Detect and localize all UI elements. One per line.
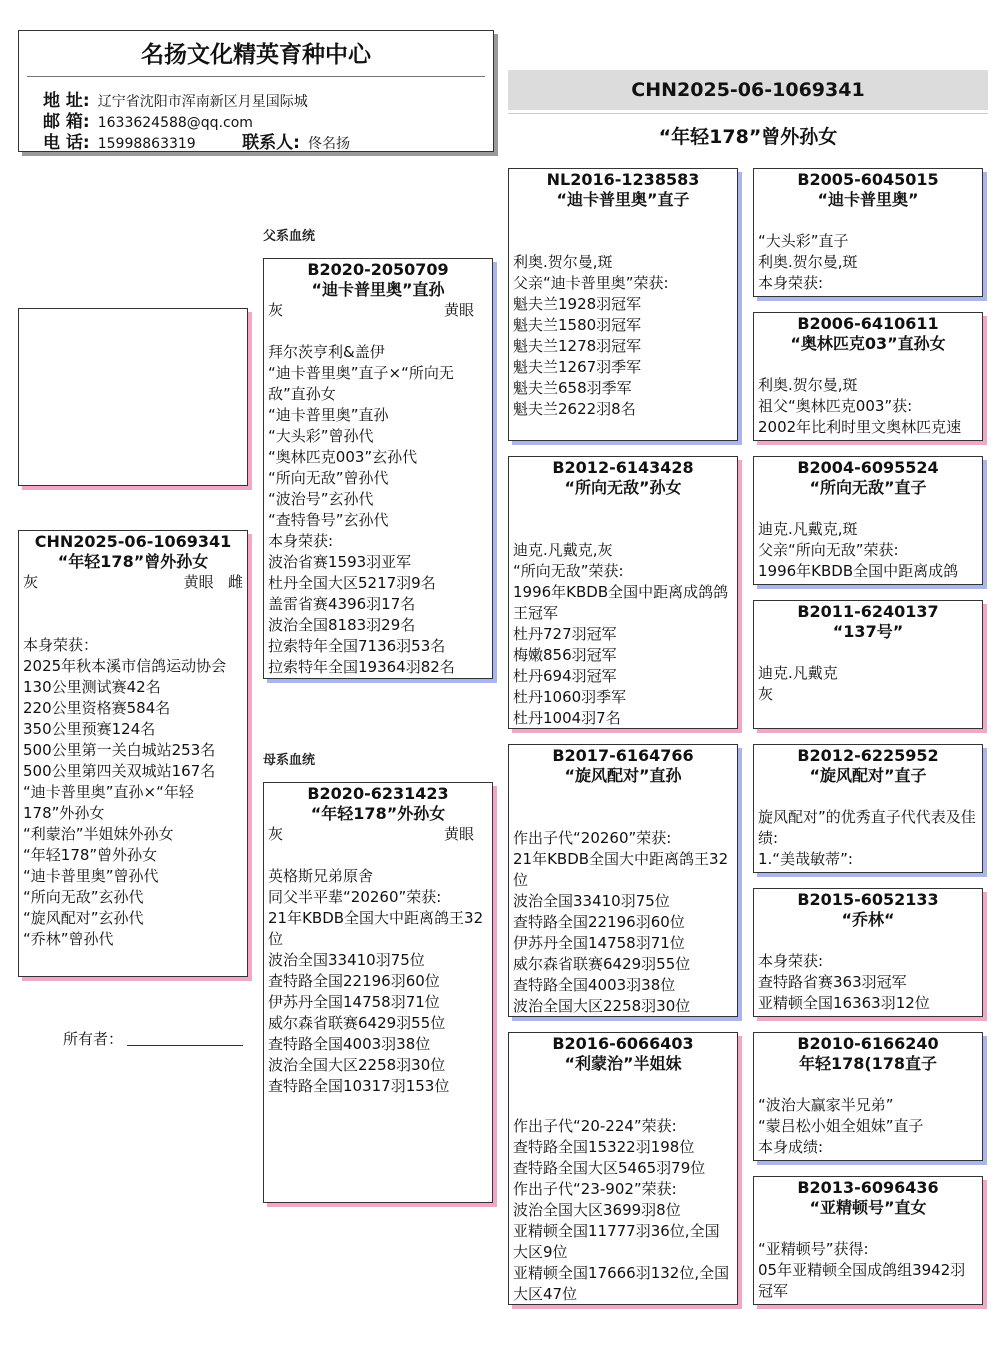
great-grandparent-card bbox=[753, 888, 983, 1017]
owner-line bbox=[127, 1045, 243, 1046]
text-line: 杜丹727羽冠军 bbox=[513, 625, 617, 643]
text-line: “旋风配对”玄孙代 bbox=[23, 909, 144, 927]
text-line: 波治全国8183羽29名 bbox=[268, 616, 416, 634]
subject-eye: 黄眼 bbox=[183, 573, 214, 591]
text-line bbox=[758, 1218, 978, 1239]
text-line: 杜丹1004羽7名 bbox=[513, 709, 621, 727]
text-line: “波治大赢家半兄弟” bbox=[758, 1096, 894, 1114]
text-line: 亚精顿全国16363羽12位 bbox=[758, 994, 930, 1012]
grandparent-card bbox=[508, 168, 738, 441]
text-line: 作出子代“20260”荣获: bbox=[513, 829, 672, 847]
paternal-label: 父系血统 bbox=[263, 229, 316, 244]
text-line: 魁夫兰1928羽冠军 bbox=[513, 295, 642, 313]
great-grandparent-lines bbox=[754, 210, 982, 294]
sire-ring: B2020-2050709 bbox=[307, 260, 449, 279]
text-line: 迪克.凡戴克 bbox=[758, 664, 838, 682]
sire-meta bbox=[264, 300, 492, 321]
text-line: 迪克.凡戴克,斑 bbox=[758, 520, 858, 538]
text-line: 魁夫兰1580羽冠军 bbox=[513, 316, 642, 334]
text-line: 本身荣获： bbox=[23, 636, 99, 654]
grandparent-name: “所向无敌”孙女 bbox=[564, 478, 682, 497]
subject-card bbox=[18, 530, 248, 977]
text-line: “迪卡普里奥”直孙×“年轻178”外孙女 bbox=[23, 783, 194, 822]
sire-card bbox=[263, 258, 493, 679]
text-line: “所向无敌”荣获: bbox=[513, 562, 624, 580]
text-line: 本身荣获: bbox=[758, 952, 824, 970]
text-line: 本身成绩: bbox=[758, 1138, 824, 1156]
text-line: “波治号”玄孙代 bbox=[268, 490, 374, 508]
text-line: 亚精顿全国17666羽132位,全国大区47位 bbox=[513, 1264, 730, 1303]
great-grandparent-ring: B2015-6052133 bbox=[797, 890, 939, 909]
grandparent-name: “旋风配对”直孙 bbox=[564, 766, 682, 785]
great-grandparent-name: “旋风配对”直子 bbox=[809, 766, 927, 785]
text-line bbox=[513, 231, 733, 252]
text-line: 本身荣获: bbox=[268, 532, 334, 550]
dam-card bbox=[263, 782, 493, 1203]
text-line bbox=[758, 786, 978, 807]
text-line bbox=[758, 642, 978, 663]
contact-value: 佟名扬 bbox=[307, 136, 350, 152]
great-grandparent-card bbox=[753, 168, 983, 297]
subject-color: 灰 bbox=[23, 573, 39, 591]
text-line bbox=[758, 210, 978, 231]
text-line: 1996年KBDB全国中距离成鸽 bbox=[758, 562, 959, 580]
great-grandparent-ring: B2011-6240137 bbox=[797, 602, 939, 621]
text-line: 查特路全国22196羽60位 bbox=[513, 913, 685, 931]
text-line: 2002年比利时里文奥林匹克速 bbox=[758, 418, 962, 436]
text-line: 500公里第四关双城站167名 bbox=[23, 762, 216, 780]
great-grandparent-ring: B2005-6045015 bbox=[797, 170, 939, 189]
breeder-info-card bbox=[18, 30, 494, 152]
owner-label: 所有者： bbox=[63, 1030, 124, 1048]
text-line bbox=[513, 786, 733, 807]
text-line: 作出子代“23-902”荣获: bbox=[513, 1180, 677, 1198]
great-grandparent-name: “乔林“ bbox=[841, 910, 895, 929]
text-line: 21年KBDB全国大中距离鸽王32位 bbox=[268, 909, 484, 948]
great-grandparent-ring: B2012-6225952 bbox=[797, 746, 939, 765]
text-line: 查特路省赛363羽冠军 bbox=[758, 973, 907, 991]
text-line: 波治全国大区3699羽8位 bbox=[513, 1201, 681, 1219]
text-line: 2025年秋本溪市信鸽运动协会 bbox=[23, 657, 227, 675]
great-grandparent-card bbox=[753, 312, 983, 441]
text-line: 05年亚精顿全国成鸽组3942羽冠军 bbox=[758, 1261, 966, 1300]
great-grandparent-ring: B2010-6166240 bbox=[797, 1034, 939, 1053]
email-value: 1633624588@qq.com bbox=[97, 115, 253, 131]
text-line: 本身荣获: bbox=[758, 274, 824, 292]
text-line: 迪克.凡戴克,灰 bbox=[513, 541, 613, 559]
text-line: 梅嫩856羽冠军 bbox=[513, 646, 617, 664]
text-line bbox=[513, 807, 733, 828]
sire-color: 灰 bbox=[268, 301, 284, 319]
text-line: 魁夫兰1278羽冠军 bbox=[513, 337, 642, 355]
subject-meta bbox=[19, 572, 247, 593]
great-grandparent-lines bbox=[754, 1218, 982, 1302]
great-grandparent-lines bbox=[754, 354, 982, 438]
great-grandparent-lines bbox=[754, 1074, 982, 1158]
grandparent-ring: NL2016-1238583 bbox=[546, 170, 700, 189]
text-line: 500公里第一关白城站253名 bbox=[23, 741, 216, 759]
text-line bbox=[513, 1074, 733, 1095]
text-line: 220公里资格赛584名 bbox=[23, 699, 171, 717]
sire-name: “迪卡普里奥”直孙 bbox=[311, 280, 445, 299]
text-line bbox=[758, 354, 978, 375]
text-line: “迪卡普里奥”直子×“所向无敌”直孙女 bbox=[268, 364, 454, 403]
sire-lines bbox=[264, 321, 492, 678]
breeder-title: 名扬文化精英育种中心 bbox=[141, 42, 371, 68]
subject-ring: CHN2025-06-1069341 bbox=[34, 532, 232, 551]
dam-name: “年轻178”外孙女 bbox=[310, 804, 446, 823]
grandparent-ring: B2016-6066403 bbox=[552, 1034, 694, 1053]
address-value: 辽宁省沈阳市浑南新区月星国际城 bbox=[97, 94, 308, 110]
grandparent-lines bbox=[509, 210, 737, 420]
text-line: 波治全国大区2258羽30位 bbox=[513, 997, 691, 1015]
text-line: “所向无敌”玄孙代 bbox=[23, 888, 144, 906]
phone-row bbox=[43, 128, 350, 152]
text-line bbox=[268, 321, 488, 342]
text-line: 350公里预赛124名 bbox=[23, 720, 156, 738]
text-line: 同父半平辈“20260”荣获: bbox=[268, 888, 442, 906]
text-line bbox=[513, 210, 733, 231]
great-grandparent-card bbox=[753, 600, 983, 729]
text-line: 杜丹1060羽季军 bbox=[513, 688, 627, 706]
subject-title: “年轻178”曾外孙女 bbox=[658, 126, 838, 148]
grandparent-ring: B2017-6164766 bbox=[552, 746, 694, 765]
text-line: 杜丹694羽冠军 bbox=[513, 667, 617, 685]
text-line: “亚精顿号”获得: bbox=[758, 1240, 869, 1258]
dam-color: 灰 bbox=[268, 825, 284, 843]
address-label: 地 址: bbox=[43, 91, 90, 111]
great-grandparent-name: “迪卡普里奥” bbox=[817, 190, 919, 209]
great-grandparent-ring: B2004-6095524 bbox=[797, 458, 939, 477]
maternal-label: 母系血统 bbox=[263, 753, 316, 768]
text-line: 灰 bbox=[758, 685, 774, 703]
text-line bbox=[758, 498, 978, 519]
text-line: 作出子代“20-224”荣获: bbox=[513, 1117, 677, 1135]
great-grandparent-card bbox=[753, 744, 983, 873]
dam-lines bbox=[264, 845, 492, 1097]
great-grandparent-name: 年轻178(178直子 bbox=[798, 1054, 938, 1073]
text-line: 波治全国33410羽75位 bbox=[513, 892, 670, 910]
dam-meta bbox=[264, 824, 492, 845]
great-grandparent-name: “137号” bbox=[832, 622, 904, 641]
text-line: 伊苏丹全国14758羽71位 bbox=[268, 993, 440, 1011]
text-line: 旋风配对”的优秀直子代代表及佳绩: bbox=[758, 808, 976, 847]
text-line: “年轻178”曾外孙女 bbox=[23, 846, 158, 864]
text-line: “迪卡普里奥”曾孙代 bbox=[23, 867, 159, 885]
grandparent-name: “利蒙治”半姐妹 bbox=[564, 1054, 682, 1073]
text-line: 查特路全国大区5465羽79位 bbox=[513, 1159, 706, 1177]
text-line: 130公里测试赛42名 bbox=[23, 678, 161, 696]
text-line: 21年KBDB全国大中距离鸽王32位 bbox=[513, 850, 729, 889]
text-line: 拜尔茨亨利&盖伊 bbox=[268, 343, 385, 361]
sire-eye: 黄眼 bbox=[443, 301, 474, 319]
text-line: 查特路全国4003羽38位 bbox=[268, 1035, 431, 1053]
text-line: “蒙吕松小姐全姐妹”直子 bbox=[758, 1117, 924, 1135]
text-line: 查特路全国15322羽198位 bbox=[513, 1138, 695, 1156]
text-line: 英格斯兄弟原舍 bbox=[268, 867, 374, 885]
text-line bbox=[758, 930, 978, 951]
text-line: 祖父“奥林匹克003”获: bbox=[758, 397, 913, 415]
text-line: 魁夫兰658羽季军 bbox=[513, 379, 632, 397]
great-grandparent-name: “亚精顿号”直女 bbox=[809, 1198, 927, 1217]
great-grandparent-lines bbox=[754, 930, 982, 1014]
dam-eye: 黄眼 bbox=[443, 825, 474, 843]
text-line bbox=[513, 1095, 733, 1116]
text-line: “迪卡普里奥”直孙 bbox=[268, 406, 389, 424]
grandparent-lines bbox=[509, 786, 737, 1017]
photo-placeholder bbox=[18, 308, 248, 486]
great-grandparent-name: “奥林匹克03”直孙女 bbox=[790, 334, 946, 353]
phone-value: 15998863319 bbox=[97, 136, 196, 152]
grandparent-lines bbox=[509, 498, 737, 729]
banner-divider bbox=[508, 113, 988, 114]
header-divider bbox=[27, 76, 485, 77]
ring-banner: CHN2025-06-1069341 bbox=[508, 70, 988, 110]
grandparent-card bbox=[508, 456, 738, 729]
great-grandparent-card bbox=[753, 456, 983, 585]
text-line: 利奥.贺尔曼,斑 bbox=[758, 253, 858, 271]
subject-lines bbox=[19, 635, 247, 950]
email-label: 邮 箱: bbox=[43, 112, 90, 132]
contact-label: 联系人: bbox=[242, 133, 300, 152]
text-line: 1.“美哉敏蒂”: bbox=[758, 850, 853, 868]
text-line: 亚精顿全国11777羽36位,全国大区9位 bbox=[513, 1222, 720, 1261]
text-line: “大头彩”直子 bbox=[758, 232, 849, 250]
text-line: 波治全国大区2258羽30位 bbox=[268, 1056, 446, 1074]
great-grandparent-card bbox=[753, 1032, 983, 1161]
subject-name: “年轻178”曾外孙女 bbox=[57, 552, 209, 571]
text-line bbox=[758, 1074, 978, 1095]
grandparent-name: “迪卡普里奥”直子 bbox=[556, 190, 690, 209]
text-line: 查特路全国22196羽60位 bbox=[268, 972, 440, 990]
great-grandparent-name: “所向无敌”直子 bbox=[809, 478, 927, 497]
text-line: “查特鲁号”玄孙代 bbox=[268, 511, 389, 529]
text-line: “大头彩”曾孙代 bbox=[268, 427, 374, 445]
text-line: 魁夫兰2622羽8名 bbox=[513, 400, 636, 418]
text-line: 波治全国33410羽75位 bbox=[268, 951, 425, 969]
text-line: 拉索特年全国19364羽82名 bbox=[268, 658, 455, 676]
subject-sex: 雌 bbox=[227, 573, 243, 591]
text-line: “所向无敌”曾孙代 bbox=[268, 469, 389, 487]
text-line: 查特路全国10317羽153位 bbox=[268, 1077, 450, 1095]
text-line: 拉索特年全国7136羽53名 bbox=[268, 637, 446, 655]
great-grandparent-lines bbox=[754, 498, 982, 582]
phone-label: 电 话: bbox=[43, 133, 90, 152]
text-line: 威尔森省联赛6429羽55位 bbox=[268, 1014, 446, 1032]
text-line: 盖雷省赛4396羽17名 bbox=[268, 595, 416, 613]
text-line: 伊苏丹全国14758羽71位 bbox=[513, 934, 685, 952]
great-grandparent-lines bbox=[754, 786, 982, 870]
grandparent-card bbox=[508, 1032, 738, 1305]
great-grandparent-ring: B2013-6096436 bbox=[797, 1178, 939, 1197]
grandparent-card bbox=[508, 744, 738, 1017]
text-line: 父亲“迪卡普里奥”荣获: bbox=[513, 274, 669, 292]
text-line: 威尔森省联赛6429羽55位 bbox=[513, 955, 691, 973]
grandparent-lines bbox=[509, 1074, 737, 1305]
text-line bbox=[513, 519, 733, 540]
text-line: 魁夫兰1267羽季军 bbox=[513, 358, 642, 376]
text-line: “乔林”曾孙代 bbox=[23, 930, 114, 948]
dam-ring: B2020-6231423 bbox=[307, 784, 449, 803]
text-line: 杜丹全国大区5217羽9名 bbox=[268, 574, 436, 592]
text-line bbox=[513, 498, 733, 519]
text-line bbox=[268, 845, 488, 866]
text-line: 父亲“所向无敌”荣获: bbox=[758, 541, 899, 559]
great-grandparent-card bbox=[753, 1176, 983, 1305]
text-line: 查特路全国4003羽38位 bbox=[513, 976, 676, 994]
text-line: “奥林匹克003”玄孙代 bbox=[268, 448, 418, 466]
great-grandparent-lines bbox=[754, 642, 982, 705]
text-line: 利奥.贺尔曼,斑 bbox=[513, 253, 613, 271]
text-line: 波治省赛1593羽亚军 bbox=[268, 553, 412, 571]
owner-field bbox=[63, 1028, 123, 1049]
great-grandparent-ring: B2006-6410611 bbox=[797, 314, 939, 333]
grandparent-ring: B2012-6143428 bbox=[552, 458, 694, 477]
text-line: 1996年KBDB全国中距离成鸽鸽王冠军 bbox=[513, 583, 729, 622]
text-line: “利蒙治”半姐妹外孙女 bbox=[23, 825, 174, 843]
text-line: 利奥.贺尔曼,斑 bbox=[758, 376, 858, 394]
